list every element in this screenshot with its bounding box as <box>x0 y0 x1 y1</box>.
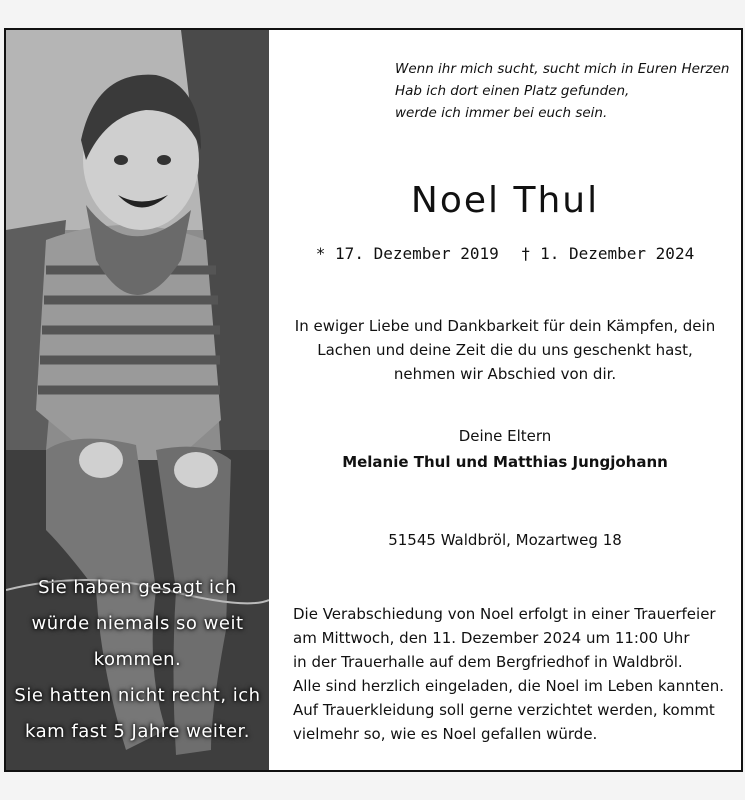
motto-line: Wenn ihr mich sucht, sucht mich in Euren Herzen <box>395 61 730 77</box>
motto-line: werde ich immer bei euch sein. <box>395 105 608 121</box>
birth-date: * 17. Dezember 2019 <box>315 244 499 263</box>
motto-line: Hab ich dort einen Platz gefunden, <box>395 83 630 99</box>
info-line: am Mittwoch, den 11. Dezember 2024 um 11:00 Uhr <box>293 629 690 647</box>
caption-line: Sie haben gesagt ich <box>38 577 237 598</box>
tribute-line: Lachen und deine Zeit die du uns geschenkt hast, <box>317 341 693 359</box>
info-line: Auf Trauerkleidung soll gerne verzichtet werden, kommt <box>293 701 715 719</box>
caption-line: kam fast 5 Jahre weiter. <box>24 721 251 742</box>
photo-caption <box>6 570 269 750</box>
caption-line: würde niemals so weit <box>31 613 244 634</box>
tribute-line: nehmen wir Abschied von dir. <box>393 365 617 383</box>
obituary-card <box>4 28 743 772</box>
death-date: † 1. Dezember 2024 <box>520 244 695 263</box>
portrait-photo <box>6 30 269 770</box>
caption-line: Sie hatten nicht recht, ich <box>14 685 261 706</box>
info-line: in der Trauerhalle auf dem Bergfriedhof in Waldbröl. <box>293 653 683 671</box>
motto <box>395 58 730 124</box>
deceased-name: Noel Thul <box>410 180 600 221</box>
tribute-line: In ewiger Liebe und Dankbarkeit für dein Kämpfen, dein <box>294 317 716 335</box>
life-dates <box>269 244 741 263</box>
funeral-info <box>293 602 733 746</box>
info-line: vielmehr so, wie es Noel gefallen würde. <box>293 725 598 743</box>
parents-names: Melanie Thul und Matthias Jungjohann <box>342 453 668 471</box>
family-address: 51545 Waldbröl, Mozartweg 18 <box>388 531 622 549</box>
caption-line: kommen. <box>93 649 182 670</box>
tribute-text <box>269 314 741 386</box>
info-line: Die Verabschiedung von Noel erfolgt in einer Trauerfeier <box>293 605 716 623</box>
parents-label: Deine Eltern <box>458 427 552 445</box>
info-line: Alle sind herzlich eingeladen, die Noel im Leben kannten. <box>293 677 724 695</box>
obituary-text-panel <box>269 30 741 770</box>
